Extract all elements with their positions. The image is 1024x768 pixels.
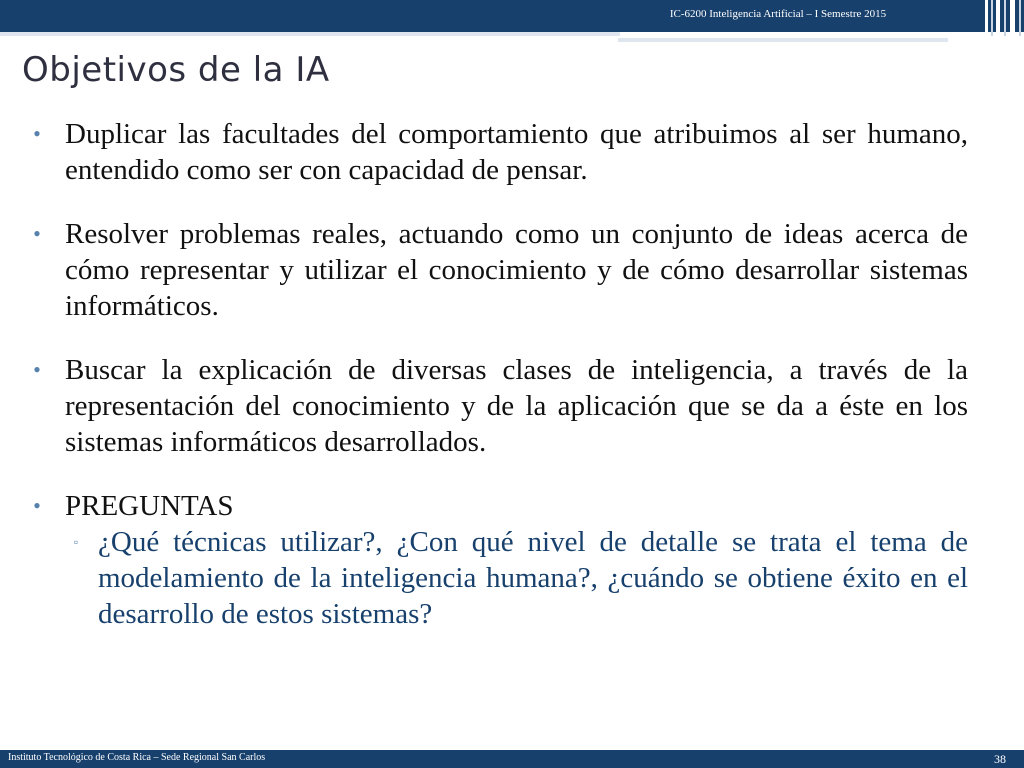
bullet-item xyxy=(28,488,968,524)
bullet-dot: • xyxy=(33,121,41,146)
decorative-stripes xyxy=(985,0,1024,36)
bullet-item xyxy=(28,116,968,188)
slide-title: Objetivos de la IA xyxy=(22,50,330,90)
bullet-dot: • xyxy=(33,221,41,246)
bullet-item xyxy=(28,352,968,460)
bullet-item xyxy=(28,216,968,324)
bullet-text: PREGUNTAS xyxy=(65,490,234,522)
header-rule xyxy=(618,38,948,42)
page-number: 38 xyxy=(994,752,1006,766)
bullet-text: Buscar la explicación de diversas clases de inteligencia, a través de la representación del conocimiento y de la aplicación que se da a éste en los sistemas informáticos desarrollados. xyxy=(65,354,968,458)
square-bullet-icon: ▫ xyxy=(73,535,79,549)
bullet-text: Duplicar las facultades del comportamiento que atribuimos al ser humano, entendido como ser con capacidad de pensar. xyxy=(65,118,968,186)
bullet-dot: • xyxy=(33,493,41,518)
slide-content xyxy=(28,116,968,632)
footer-institution: Instituto Tecnológico de Costa Rica – Sede Regional San Carlos xyxy=(8,752,266,763)
course-header: IC-6200 Inteligencia Artificial – I Semestre 2015 xyxy=(669,8,887,20)
header-accent-strip xyxy=(0,32,620,36)
bullet-text: Resolver problemas reales, actuando como un conjunto de ideas acerca de cómo representar y utilizar el conocimiento y de cómo desarrollar sistemas informáticos. xyxy=(65,218,968,322)
sub-bullet-text: ¿Qué técnicas utilizar?, ¿Con qué nivel de detalle se trata el tema de modelamiento de la inteligencia humana?, ¿cuándo se obtiene éxito en el desarrollo de estos sistemas? xyxy=(98,526,968,630)
sub-bullet-item xyxy=(28,524,968,632)
bullet-dot: • xyxy=(33,357,41,382)
